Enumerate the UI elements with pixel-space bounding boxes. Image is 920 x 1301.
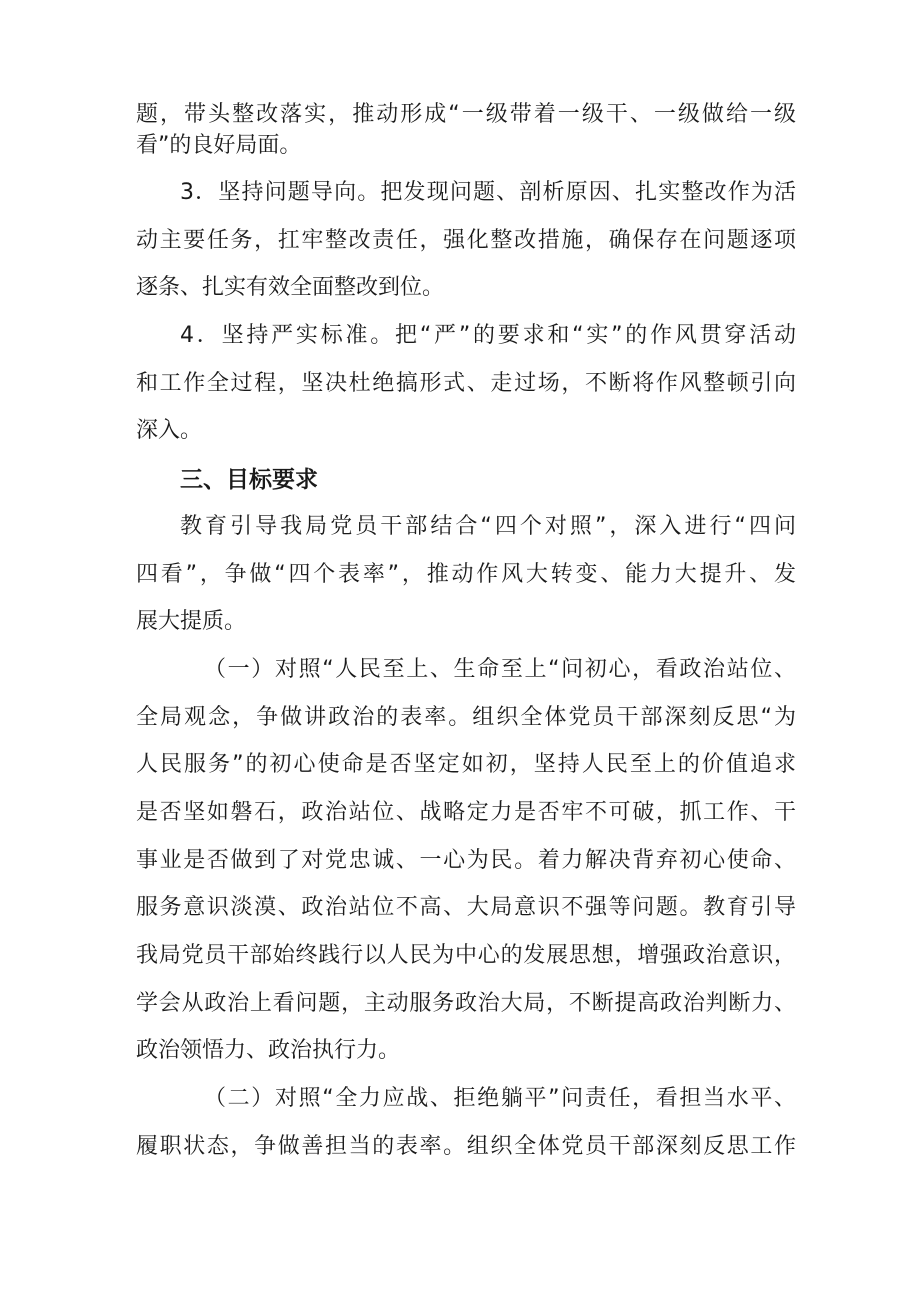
text-line: 教育引导我局党员干部结合“四个对照”，深入进行“四问 (180, 514, 796, 539)
text-line: 学会从政治上看问题，主动服务政治大局，不断提高政治判断力、 (136, 991, 796, 1016)
text-line: 事业是否做到了对党忠诚、一心为民。着力解决背弃初心使命、 (136, 848, 796, 873)
text-line: （二）对照“全力应战、拒绝躺平”问责任，看担当水平、 (204, 1086, 796, 1111)
text-line: 四看”，争做“四个表率”，推动作风大转变、能力大提升、发 (136, 562, 796, 587)
text-line: 逐条、扎实有效全面整改到位。 (136, 275, 445, 300)
text-line: 题，带头整改落实，推动形成“一级带着一级干、一级做给一级 (136, 102, 796, 127)
text-line: 动主要任务，扛牢整改责任，强化整改措施，确保存在问题逐项 (136, 228, 796, 253)
text-line: 4．坚持严实标准。把“严”的要求和“实”的作风贯穿活动 (180, 323, 796, 348)
text-line: 3．坚持问题导向。把发现问题、剖析原因、扎实整改作为活 (180, 180, 796, 205)
text-line: 我局党员干部始终践行以人民为中心的发展思想，增强政治意识， (136, 943, 796, 968)
text-line: （一）对照“人民至上、生命至上“问初心，看政治站位、 (204, 657, 796, 682)
section-heading: 三、目标要求 (180, 467, 318, 493)
text-line: 看”的良好局面。 (136, 133, 302, 158)
text-line: 政治领悟力、政治执行力。 (136, 1038, 401, 1063)
text-line: 人民服务”的初心使命是否坚定如初，坚持人民至上的价值追求 (136, 752, 796, 777)
text-line: 和工作全过程，坚决杜绝搞形式、走过场，不断将作风整顿引向 (136, 371, 796, 396)
text-line: 深入。 (136, 418, 203, 443)
text-line: 展大提质。 (136, 609, 247, 634)
text-line: 服务意识淡漠、政治站位不高、大局意识不强等问题。教育引导 (136, 895, 796, 920)
text-line: 全局观念，争做讲政治的表率。组织全体党员干部深刻反思“为 (136, 705, 796, 730)
text-line: 履职状态，争做善担当的表率。组织全体党员干部深刻反思工作 (136, 1134, 796, 1159)
text-line: 是否坚如磐石，政治站位、战略定力是否牢不可破，抓工作、干 (136, 800, 796, 825)
